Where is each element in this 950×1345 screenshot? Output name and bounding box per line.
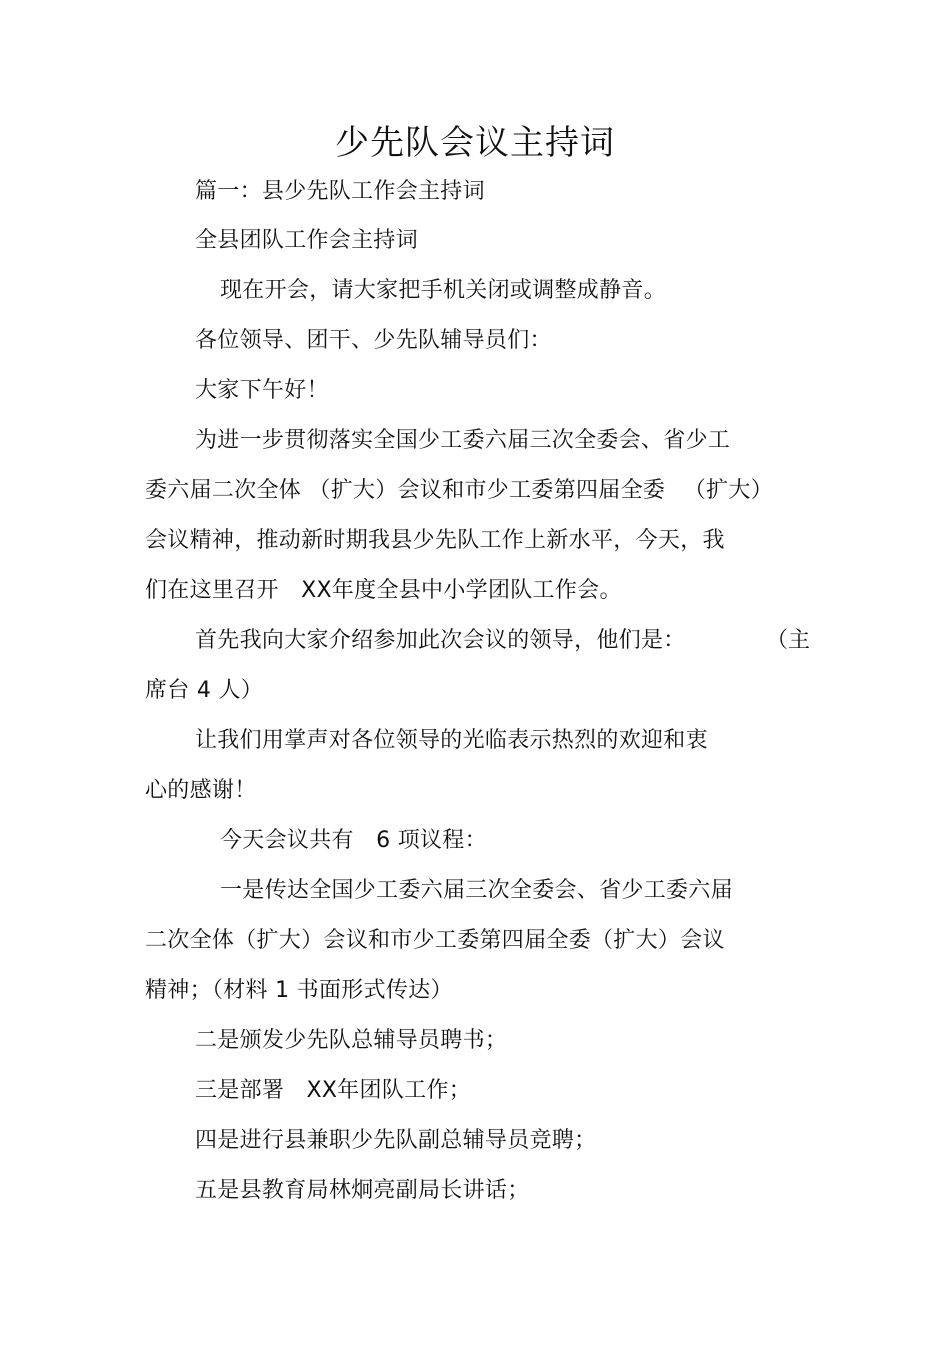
paragraph-line: 们在这里召开 XX年度全县中小学团队工作会。 xyxy=(145,578,622,603)
paragraph-line-tail: （主 xyxy=(766,628,811,653)
paragraph-line: 二是颁发少先队总辅导员聘书； xyxy=(195,1028,508,1053)
paragraph-line: 现在开会，请大家把手机关闭或调整成静音。 xyxy=(220,278,667,303)
paragraph-line: 会议精神，推动新时期我县少先队工作上新水平，今天，我 xyxy=(145,528,725,553)
paragraph-line: 席台 4 人） xyxy=(145,678,264,703)
paragraph-line: 今天会议共有 6 项议程： xyxy=(220,828,487,853)
document-title: 少先队会议主持词 xyxy=(335,123,615,163)
paragraph-line: 全县团队工作会主持词 xyxy=(195,228,419,253)
paragraph-line: 精神；（材料 1 书面形式传达） xyxy=(145,978,453,1003)
paragraph-line: 篇一：县少先队工作会主持词 xyxy=(195,179,485,204)
paragraph-line: 四是进行县兼职少先队副总辅导员竞聘； xyxy=(195,1128,597,1153)
paragraph-line: 一是传达全国少工委六届三次全委会、省少工委六届 xyxy=(220,878,733,903)
paragraph-line: 为进一步贯彻落实全国少工委六届三次全委会、省少工 xyxy=(195,428,731,453)
paragraph-line: 让我们用掌声对各位领导的光临表示热烈的欢迎和衷 xyxy=(195,728,708,753)
paragraph-line: 二次全体（扩大）会议和市少工委第四届全委（扩大）会议 xyxy=(145,928,725,953)
paragraph-line: 五是县教育局林炯亮副局长讲话； xyxy=(195,1178,530,1203)
paragraph-line: 大家下午好！ xyxy=(195,378,329,403)
paragraph-line: 委六届二次全体 （扩大）会议和市少工委第四届全委 （扩大） xyxy=(145,478,773,503)
paragraph-line: 心的感谢！ xyxy=(145,778,257,803)
paragraph-line: 各位领导、团干、少先队辅导员们： xyxy=(195,328,552,353)
paragraph-line: 三是部署 XX年团队工作； xyxy=(195,1078,472,1103)
paragraph-line: 首先我向大家介绍参加此次会议的领导，他们是： xyxy=(195,628,686,653)
